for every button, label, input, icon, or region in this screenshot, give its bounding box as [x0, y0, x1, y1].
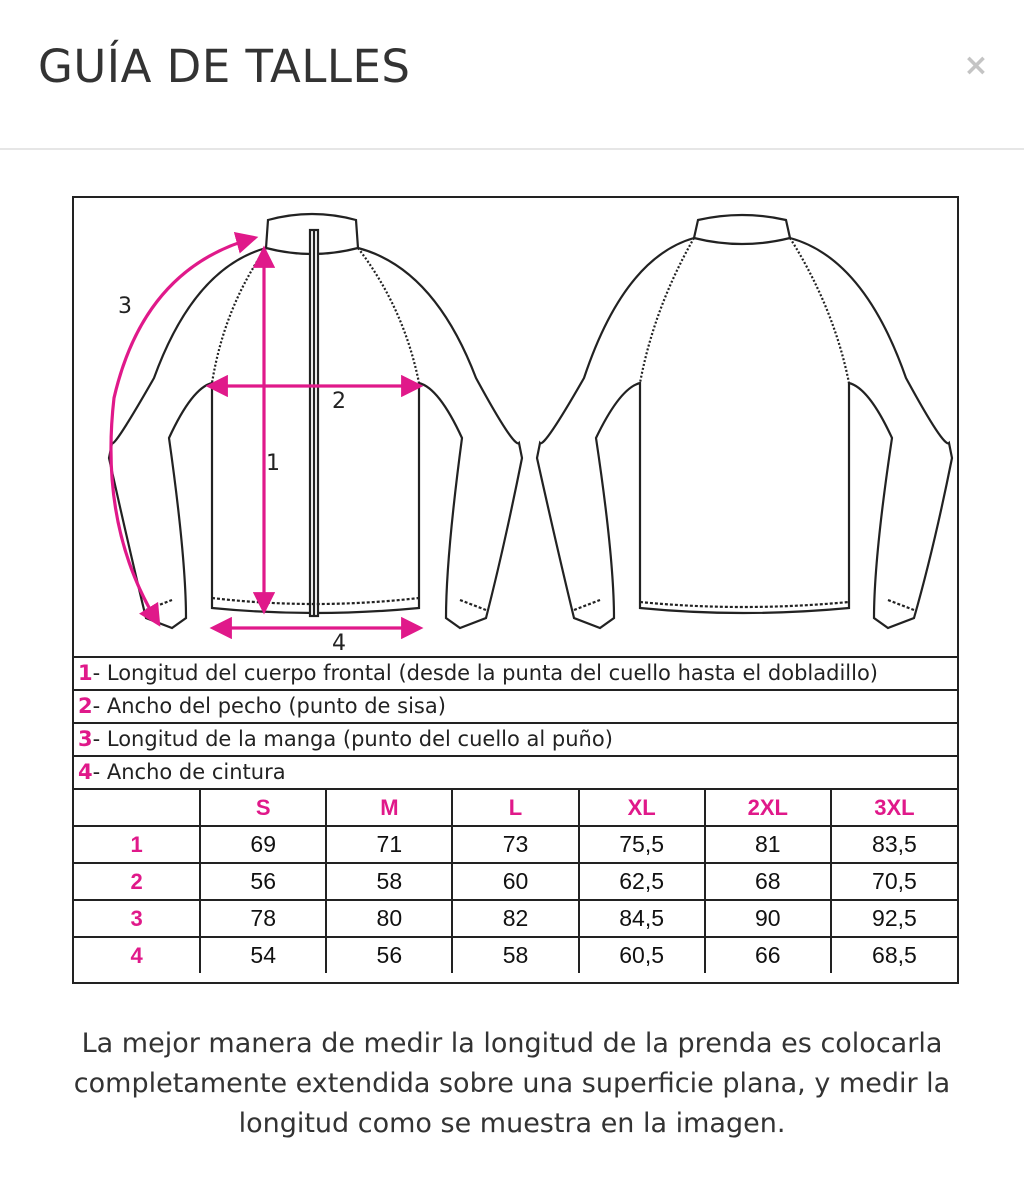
row-label: 4	[74, 937, 200, 973]
jacket-diagram	[74, 198, 957, 658]
table-cell: 58	[326, 863, 452, 900]
table-cell: 60,5	[579, 937, 705, 973]
measure-1-label: 1	[266, 451, 280, 476]
table-cell: 58	[452, 937, 578, 973]
table-header-cell: L	[452, 789, 578, 826]
jacket-illustration	[74, 198, 957, 658]
table-cell: 84,5	[579, 900, 705, 937]
measurement-note: La mejor manera de medir la longitud de la prenda es colocarla completamente extendida sobre una superficie plana, y medir la longitud como se muestra en la imagen.	[73, 1028, 951, 1139]
table-cell: 60	[452, 863, 578, 900]
table-row	[74, 863, 957, 900]
table-row	[74, 826, 957, 863]
table-header-row	[74, 789, 957, 826]
size-table	[74, 788, 957, 973]
table-cell: 75,5	[579, 826, 705, 863]
legend-item	[74, 656, 957, 689]
table-cell: 68,5	[831, 937, 957, 973]
table-header-cell: 3XL	[831, 789, 957, 826]
table-cell: 54	[200, 937, 326, 973]
legend-text: - Ancho de cintura	[92, 760, 286, 784]
legend-text: - Longitud de la manga (punto del cuello al puño)	[92, 727, 613, 751]
table-row	[74, 937, 957, 973]
table-cell: 81	[705, 826, 831, 863]
close-button[interactable]	[962, 48, 990, 83]
legend-number: 2	[78, 694, 93, 718]
table-header-cell: XL	[579, 789, 705, 826]
table-row	[74, 900, 957, 937]
table-header-cell: 2XL	[705, 789, 831, 826]
row-label: 3	[74, 900, 200, 937]
table-header-cell: M	[326, 789, 452, 826]
modal-header	[0, 0, 1024, 150]
measurement-arrows	[111, 238, 419, 628]
table-cell: 69	[200, 826, 326, 863]
table-cell: 66	[705, 937, 831, 973]
table-cell: 80	[326, 900, 452, 937]
row-label: 2	[74, 863, 200, 900]
table-cell: 71	[326, 826, 452, 863]
table-cell: 56	[200, 863, 326, 900]
table-header-cell: S	[200, 789, 326, 826]
legend-item	[74, 722, 957, 755]
size-guide	[72, 196, 959, 984]
table-cell: 68	[705, 863, 831, 900]
table-cell: 73	[452, 826, 578, 863]
table-cell: 90	[705, 900, 831, 937]
legend-item	[74, 689, 957, 722]
table-header-cell	[74, 789, 200, 826]
jacket-front	[109, 214, 522, 628]
legend-item	[74, 755, 957, 788]
close-icon: ×	[963, 48, 989, 83]
measure-4-label: 4	[332, 631, 346, 656]
table-cell: 82	[452, 900, 578, 937]
table-cell: 78	[200, 900, 326, 937]
table-cell: 92,5	[831, 900, 957, 937]
table-cell: 62,5	[579, 863, 705, 900]
modal-title: GUÍA DE TALLES	[38, 40, 411, 93]
measure-3-label: 3	[118, 294, 132, 319]
table-cell: 56	[326, 937, 452, 973]
table-cell: 83,5	[831, 826, 957, 863]
jacket-back	[537, 215, 952, 628]
row-label: 1	[74, 826, 200, 863]
legend-text: - Ancho del pecho (punto de sisa)	[92, 694, 446, 718]
legend-number: 3	[78, 727, 93, 751]
measure-2-label: 2	[332, 389, 346, 414]
table-cell: 70,5	[831, 863, 957, 900]
legend-number: 4	[78, 760, 93, 784]
legend-text: - Longitud del cuerpo frontal (desde la punta del cuello hasta el dobladillo)	[92, 661, 878, 685]
legend-number: 1	[78, 661, 93, 685]
